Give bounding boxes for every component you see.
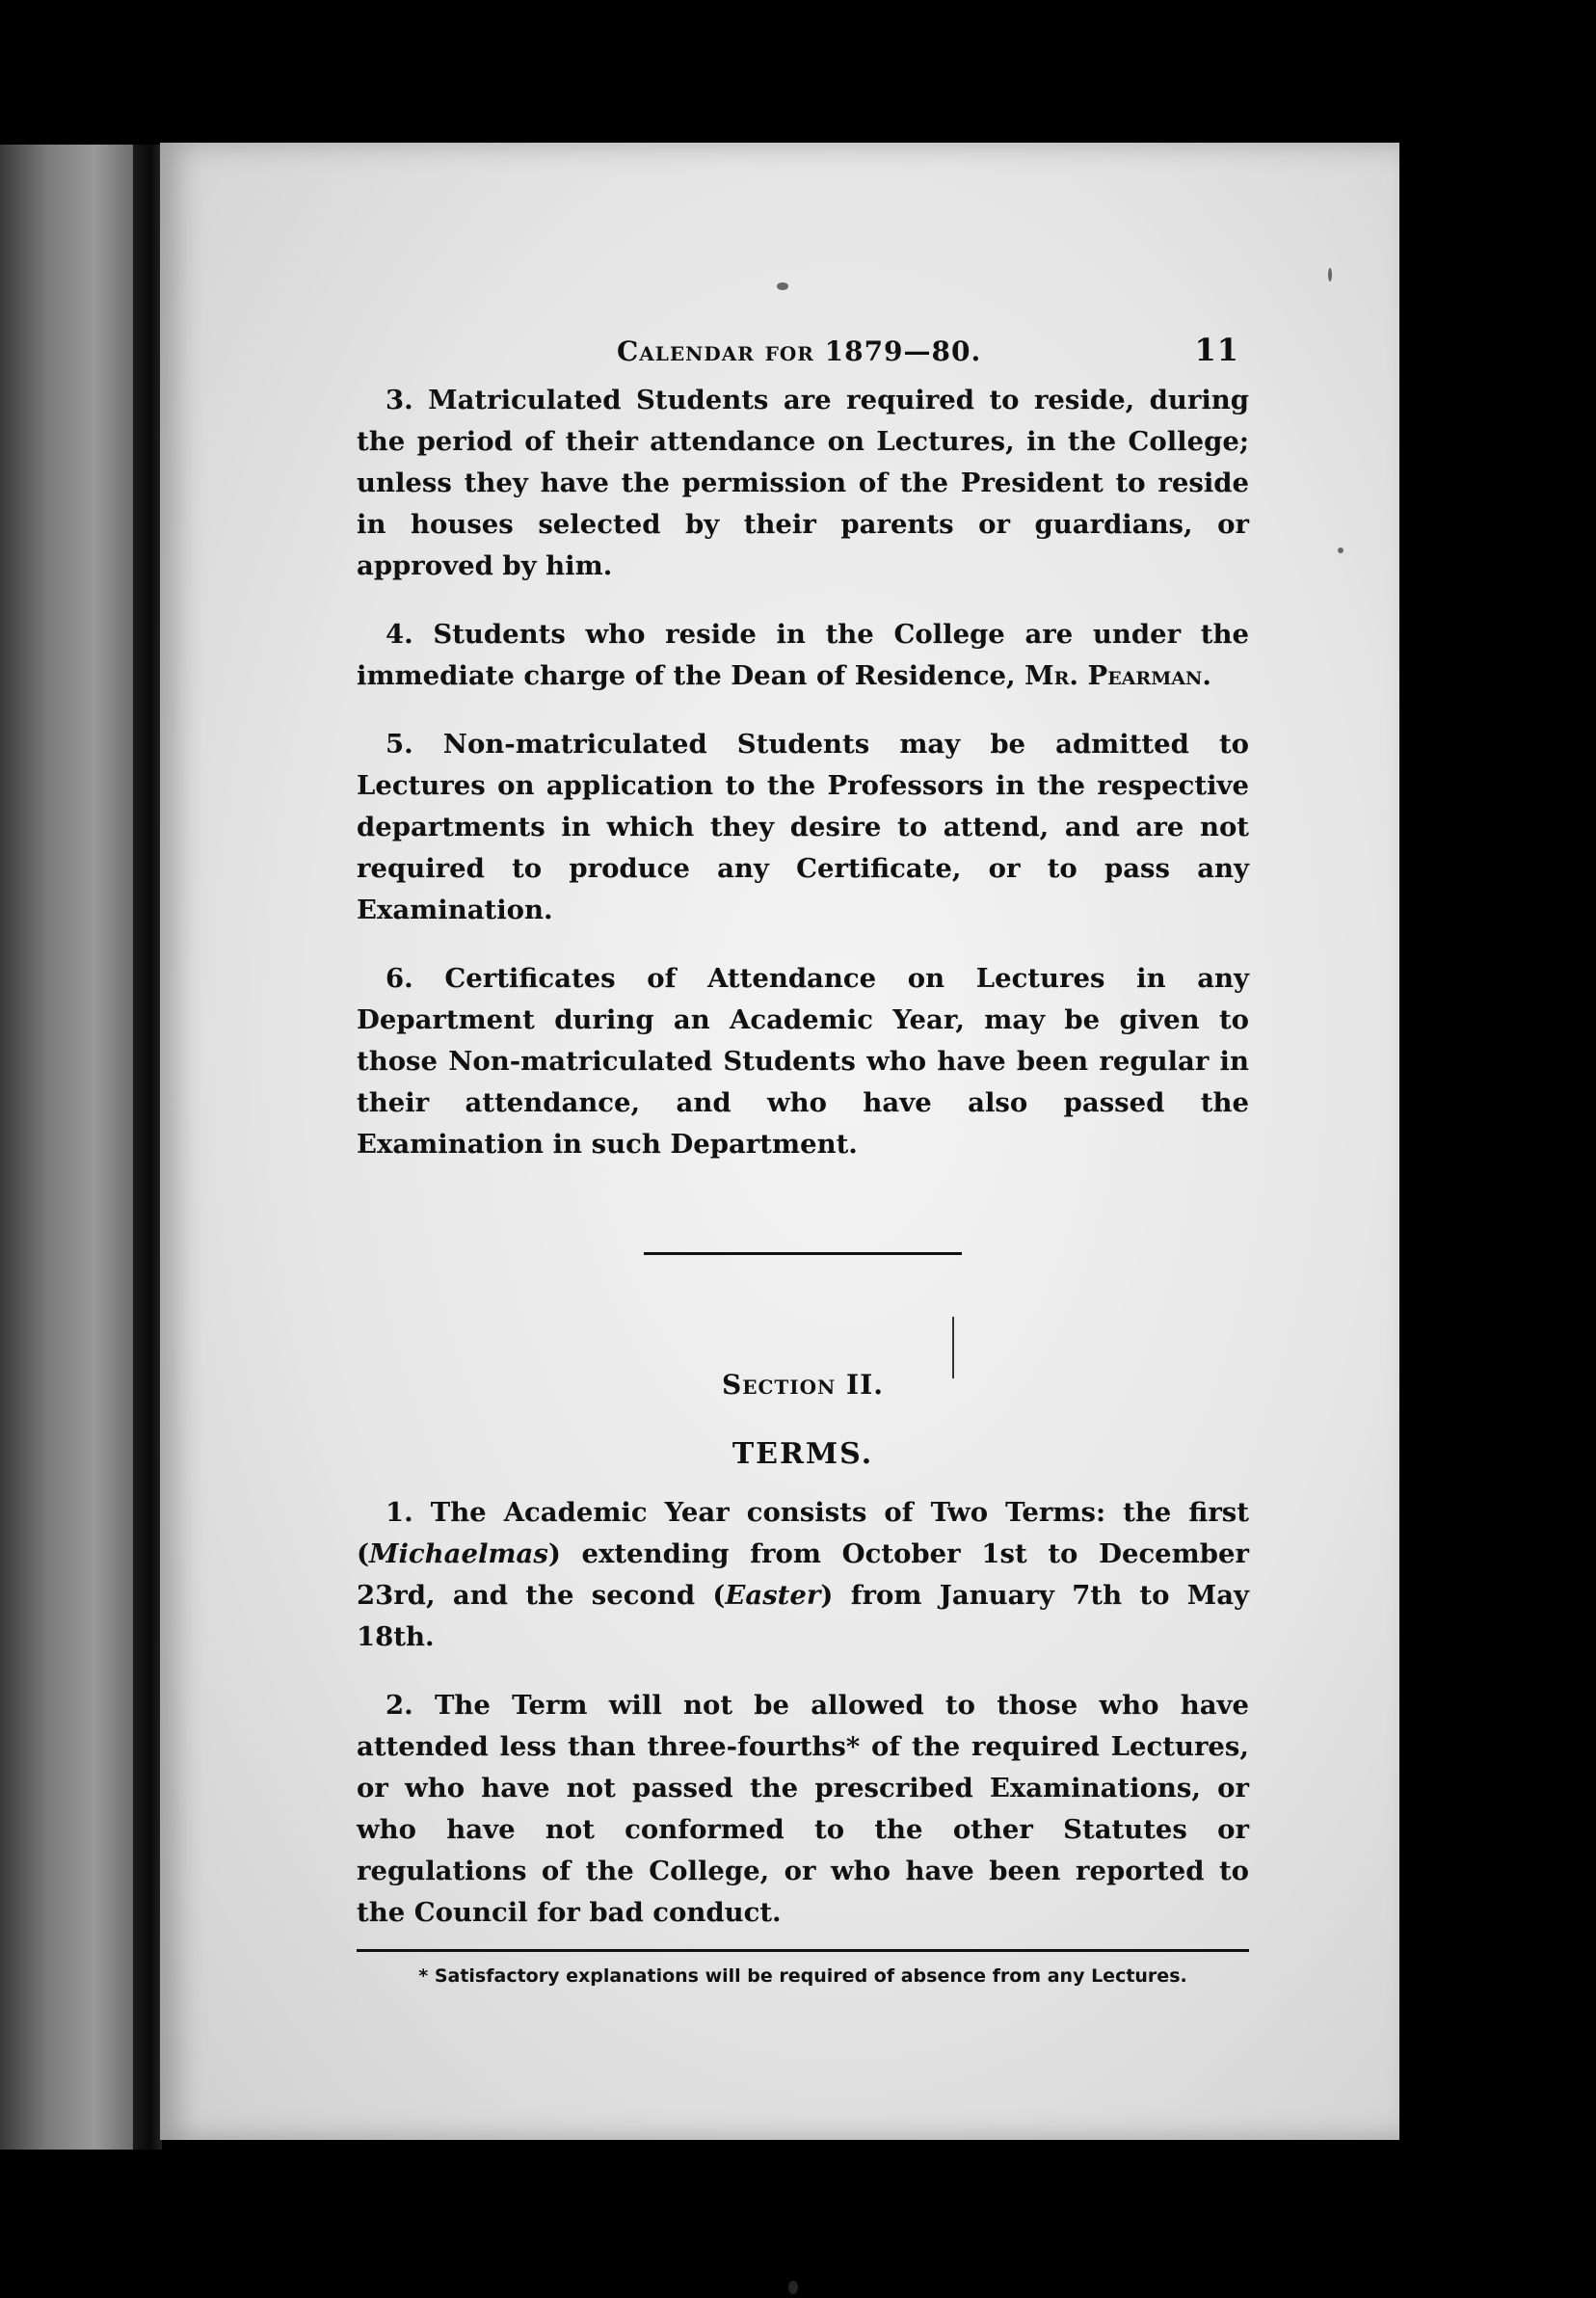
paragraph-4-text: 4. Students who reside in the College are under the immediate charge of the Dean of Residence, [357, 619, 1249, 691]
terms-paragraph-2: 2. The Term will not be allowed to those who have attended less than three-fourths* of the required Lectures, or who have not passed the prescribed Examinations, or who have not conformed to the other Statutes or regulations of the College, or who have been reported to the Council for bad conduct. [357, 1690, 1249, 1928]
running-head [357, 326, 1249, 380]
paragraph-3: 3. Matriculated Students are required to reside, during the period of their attendance on Lectures, in the College; unless they have the permission of the President to reside in houses selected by their parents or guardians, or approved by him. [357, 385, 1249, 581]
page-sheet [160, 143, 1399, 2140]
ink-speck [788, 2281, 798, 2294]
section-heading: Section II. [721, 1369, 884, 1401]
terms-p1-part-a: 1. The Academic Year consists of Two Terms: the first ( [357, 1497, 1249, 1569]
terms-p1-part-c: ) from January 7th to May 18th. [357, 1580, 1250, 1652]
terms-p1-part-b: ) extending from October 1st to December 23rd, and the second ( [357, 1538, 1249, 1611]
paragraph-5: 5. Non-matriculated Students may be admitted to Lectures on application to the Professors in the respective departments in which they desire to attend, and are not required to produce any Certificate, or to pass any Examination. [357, 729, 1249, 925]
terms-paragraph-1 [357, 1492, 1249, 1658]
page-number: 11 [1194, 332, 1239, 368]
footnote-rule [357, 1949, 1249, 1952]
book-gutter [133, 145, 162, 2150]
paragraph-6: 6. Certificates of Attendance on Lectures in any Department during an Academic Year, may be given to those Non-matriculated Students who have been regular in their attendance, and who have also passed the Examination in such Department. [357, 963, 1249, 1160]
facing-page-edge [0, 145, 135, 2150]
dean-name: Mr. Pearman. [1024, 660, 1211, 691]
ink-speck [777, 282, 788, 290]
text-block [357, 326, 1249, 1987]
term-michaelmas: Michaelmas [369, 1538, 548, 1569]
section-divider [644, 1252, 962, 1255]
paragraph-4 [357, 614, 1249, 697]
ink-speck [1338, 548, 1343, 553]
ink-speck [1328, 268, 1332, 281]
terms-heading: TERMS. [732, 1437, 874, 1471]
running-head-title: Calendar for 1879—80. [617, 335, 982, 367]
footnote: * Satisfactory explanations will be required of absence from any Lectures. [418, 1965, 1187, 1987]
term-easter: Easter [725, 1580, 821, 1611]
